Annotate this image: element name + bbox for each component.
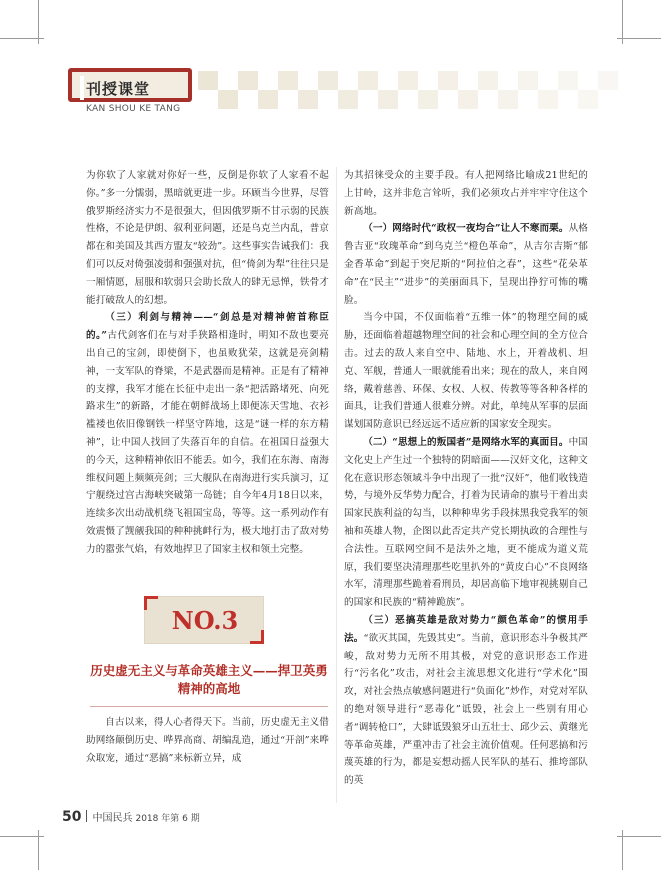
checker-square — [418, 90, 438, 109]
paragraph-text: 古代剑客们在与对手狭路相逢时，明知不敌也要亮出自己的宝剑，即使倒下，也虽败犹荣，这就是亮剑精神，一支军队的脊梁，不是武器而是精神。正是有了精神的支撑，我军才能在长征中走出一条“把活路堵死、向死路求生”的新路，才能在朝鲜战场上即便冻天雪地、衣衫褴褛也依旧像钢铁一样坚守阵地，这是“谜一样的东方精神”，让中国人找回了失落百年的自信。在祖国日益强大的今天，这种精神依旧不能丢。如今，我们在东海、南海维权问题上频频亮剑；三大舰队在南海进行实兵演习，辽宁舰绕过宫古海峡突破第一岛链；自今年4月18日以来，连续多次出动战机绕飞祖国宝岛，等等。这一系列动作有效震慑了觊觎我国的种种挑衅行为，极大地打击了敌对势力的嚣张气焰，有效地捍卫了国家主权和领土完整。 — [86, 330, 329, 555]
paragraph — [344, 434, 588, 612]
checker-square — [438, 71, 458, 90]
checker-square — [558, 71, 578, 90]
header-checker-pattern — [198, 71, 622, 109]
right-column — [344, 167, 588, 790]
checker-square — [238, 71, 258, 90]
column-tag — [68, 68, 192, 102]
crop-mark-top-left-v — [38, 0, 39, 44]
section-number-badge — [144, 596, 264, 644]
paragraph-text: “欲灭其国，先毁其史”。当前，意识形态斗争极其严峻，敌对势力无所不用其极，对党的意识形态工作进行“污名化”攻击，对社会主流思想文化进行“学术化”围攻，对社会热点敏感问题进行“负面化”炒作，对党对军队的绝对领导进行“恶毒化”诋毁，社会上一些别有用心者“调转枪口”，大肆诋毁狼牙山五壮士、邱少云、黄继光等革命英雄，严重冲击了社会主流价值观。任何恶搞和污蔑英雄的行为，都是妄想动摇人民军队的基石、推垮部队的英 — [344, 632, 588, 787]
paragraph-lead: （三）利剑与精神——“剑总是对精神俯首称臣的。” — [86, 312, 329, 342]
checker-square — [278, 71, 298, 90]
paragraph — [86, 309, 329, 558]
paragraph-text: 从格鲁吉亚“玫瑰革命”到乌克兰“橙色革命”，从吉尔吉斯“郁金香革命”到起于突尼斯的“阿拉伯之春”，这些“花朵革命”在“民主”“进步”的美丽面具下，呈现出挣狞可怖的嘴脸。 — [344, 223, 588, 306]
issue-label: 2018 年第 6 期 — [135, 814, 200, 824]
section-title: 历史虚无主义与革命英雄主义——捍卫英勇精神的高地 — [90, 663, 328, 696]
paragraph-lead: （二）“思想上的叛国者”是网络水军的真面目。 — [363, 436, 569, 448]
checker-square — [358, 71, 378, 90]
paragraph — [86, 714, 329, 767]
checker-square — [518, 71, 538, 90]
checker-square — [458, 90, 478, 109]
crop-mark-top-right-v — [622, 0, 623, 44]
section-number: NO.3 — [171, 606, 239, 635]
checker-square — [498, 90, 518, 109]
magazine-name: 中国民兵 — [92, 813, 133, 824]
page-number: 50 — [62, 809, 82, 825]
column-tag-label: 刊授课堂 — [86, 80, 151, 98]
paragraph — [344, 612, 588, 790]
left-column — [86, 167, 329, 559]
checker-square — [538, 90, 558, 109]
checker-square — [338, 90, 358, 109]
paragraph-text: 当今中国，不仅面临着“五维一体”的物理空间的威胁，还面临着超越物理空间的社会和心理空间的全方位合击。过去的敌人来自空中、陆地、水上，开着战机、坦克、军舰，普通人一眼就能看出来；现在的敌人，来自网络，戴着慈善、环保、女权、人权、传教等等各种各样的面具，让我们普通人很难分辨。对此，单纯从军事的层面谋划国防意识已经远远不适应新的国家安全现实。 — [344, 312, 588, 431]
checker-square — [198, 71, 218, 90]
crop-mark-bottom-right-v — [622, 830, 623, 870]
paragraph — [86, 167, 329, 309]
checker-square — [378, 90, 398, 109]
column-divider — [336, 167, 337, 803]
checker-square — [398, 71, 418, 90]
checker-square — [218, 90, 238, 109]
paragraph — [344, 167, 588, 220]
page-footer — [62, 806, 200, 824]
paragraph — [344, 309, 588, 434]
footer-separator — [86, 810, 87, 822]
tag-accent-bar — [80, 76, 84, 100]
checker-square — [298, 90, 318, 109]
paragraph-lead: （一）网络时代“政权一夜均合”让人不寒而栗。 — [363, 223, 569, 235]
paragraph-lead: （三）恶搞英雄是敌对势力“颜色革命”的惯用手法。 — [344, 614, 588, 644]
paragraph-text: 为你软了人家就对你好一些，反倒是你软了人家看不起你。”多一分懦弱，黑暗就更进一步。环顾当今世界，尽管俄罗斯经济实力不是很强大，但因俄罗斯不甘示弱的民族性格，不论是伊朗、叙利亚问题，还是乌克兰内乱，普京都在和美国及其西方盟友“较劲”。这些事实告诫我们：我们可以反对倚强凌弱和强强对抗，但“倚剑为犁”往往只是一厢情愿，屈服和软弱只会助长敌人的肆无忌惮，铁骨才能打破敌人的幻想。 — [86, 170, 329, 306]
crop-mark-bottom-right-h — [617, 836, 661, 837]
paragraph-text: 自古以来，得人心者得天下。当前，历史虚无主义借助网络颠倒历史、哗界高商、胡编乱造，通过“开剖”来哗众取宠，通过“恶搞”来标新立异，成 — [86, 717, 329, 764]
crop-mark-top-right-h — [617, 38, 661, 39]
checker-square — [598, 71, 618, 90]
checker-square — [578, 90, 598, 109]
left-column-continued — [86, 714, 329, 767]
checker-square — [258, 90, 278, 109]
crop-mark-bottom-left-v — [38, 830, 39, 870]
paragraph-text: 为其招徕受众的主要手段。有人把网络比喻成21世纪的上甘岭，这并非危言耸听，我们必须攻占并牢牢守住这个新高地。 — [344, 170, 588, 217]
paragraph-text: 中国文化史上产生过一个独特的阴暗面——汉奸文化，这种文化在意识形态领域斗争中出现了一批“汉奸”，他们收钱造势，与境外反华势力配合，打着为民请命的旗号干着出卖国家民族利益的勾当，以种种卑劣手段抹黑我党我军的领袖和英雄人物，企图以此否定共产党长期执政的合理性与合法性。互联网空间不是法外之地，更不能成为道义荒原，我们要坚决清理那些吃里扒外的“黄皮白心”不良网络水军，清理那些跪着看刑员，却居高临下地审视挑剔自己的国家和民族的“精神跪族”。 — [344, 436, 588, 609]
checker-square — [478, 71, 498, 90]
column-pinyin: KAN SHOU KE TANG — [86, 104, 181, 114]
checker-square — [318, 71, 338, 90]
paragraph — [344, 220, 588, 309]
section-title-rule — [90, 706, 328, 707]
